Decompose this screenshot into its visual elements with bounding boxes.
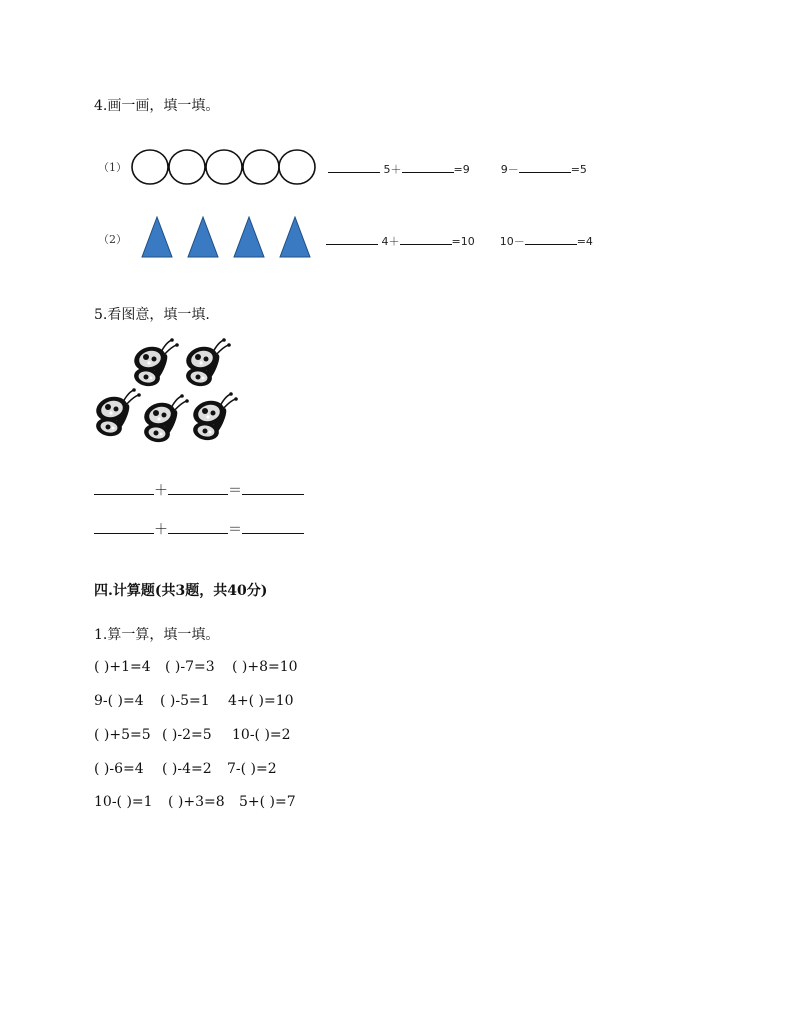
section-4-title: 四.计算题(共3题，共40分) <box>94 583 268 599</box>
row-1-eq2-end: =5 <box>570 163 587 176</box>
answer-blank[interactable] <box>519 160 571 173</box>
question-5-title: 5.看图意，填一填. <box>94 307 210 323</box>
calc-item: ( )-6=4 <box>94 761 144 777</box>
calc-item: ( )+5=5 <box>94 727 151 743</box>
calc-item: ( )+1=4 <box>94 659 151 675</box>
row-2-label: （2） <box>98 233 127 246</box>
calc-row <box>94 693 294 709</box>
answer-blank[interactable] <box>242 482 304 495</box>
row-1-eq1-end: =9 <box>453 163 470 176</box>
answer-blank[interactable] <box>400 232 452 245</box>
triangle-shape <box>234 217 264 257</box>
circle-shape <box>279 150 315 184</box>
row-2-eq1-mid: 4＋ <box>381 235 400 248</box>
row-2-equations <box>326 232 593 249</box>
calc-item: ( )-2=5 <box>162 727 212 743</box>
calc-item: ( )-4=2 <box>162 761 212 777</box>
answer-blank[interactable] <box>168 521 228 534</box>
calc-row <box>94 727 291 743</box>
answer-blank[interactable] <box>328 160 380 173</box>
butterfly-icon <box>183 338 230 388</box>
circle-shape <box>169 150 205 184</box>
answer-blank[interactable] <box>326 232 378 245</box>
calc-item: 9-( )=4 <box>94 693 144 709</box>
butterflies-picture <box>92 338 242 446</box>
equals-sign: ＝ <box>228 522 242 538</box>
circles-drawing <box>130 148 316 186</box>
calc-item: 7-( )=2 <box>227 761 277 777</box>
butterfly-icon <box>190 392 237 442</box>
plus-sign: ＋ <box>154 522 168 538</box>
answer-blank[interactable] <box>402 160 454 173</box>
calc-row <box>94 761 277 777</box>
row-2-eq2-end: =4 <box>576 235 593 248</box>
triangle-shape <box>142 217 172 257</box>
row-1-eq2-start: 9－ <box>500 163 519 176</box>
triangle-shape <box>188 217 218 257</box>
answer-blank[interactable] <box>94 482 154 495</box>
equation-line-1 <box>94 480 304 500</box>
calc-row <box>94 659 298 675</box>
answer-blank[interactable] <box>242 521 304 534</box>
circle-shape <box>206 150 242 184</box>
answer-blank[interactable] <box>525 232 577 245</box>
triangles-drawing <box>140 216 315 260</box>
calc-1-title: 1.算一算，填一填。 <box>94 627 220 643</box>
calc-row <box>94 794 296 810</box>
triangle-shape <box>280 217 310 257</box>
butterfly-icon <box>131 338 178 388</box>
calc-item: ( )-7=3 <box>165 659 215 675</box>
calc-item: 4+( )=10 <box>228 693 294 709</box>
calc-item: 10-( )=2 <box>232 727 291 743</box>
calc-item: ( )+3=8 <box>168 794 225 810</box>
answer-blank[interactable] <box>94 521 154 534</box>
row-1-label: （1） <box>98 161 127 174</box>
butterfly-icon <box>141 394 188 444</box>
row-1-eq1-mid: 5＋ <box>383 163 402 176</box>
calc-item: 10-( )=1 <box>94 794 153 810</box>
calc-item: ( )+8=10 <box>232 659 298 675</box>
equation-line-2 <box>94 519 304 539</box>
calc-item: ( )-5=1 <box>160 693 210 709</box>
row-1-equations <box>328 160 587 177</box>
answer-blank[interactable] <box>168 482 228 495</box>
circle-shape <box>243 150 279 184</box>
row-2-eq2-start: 10－ <box>499 235 525 248</box>
butterfly-icon <box>93 388 140 438</box>
calc-item: 5+( )=7 <box>239 794 296 810</box>
row-2-eq1-end: =10 <box>451 235 475 248</box>
plus-sign: ＋ <box>154 483 168 499</box>
equals-sign: ＝ <box>228 483 242 499</box>
circle-shape <box>132 150 168 184</box>
question-4-title: 4.画一画，填一填。 <box>94 98 220 114</box>
